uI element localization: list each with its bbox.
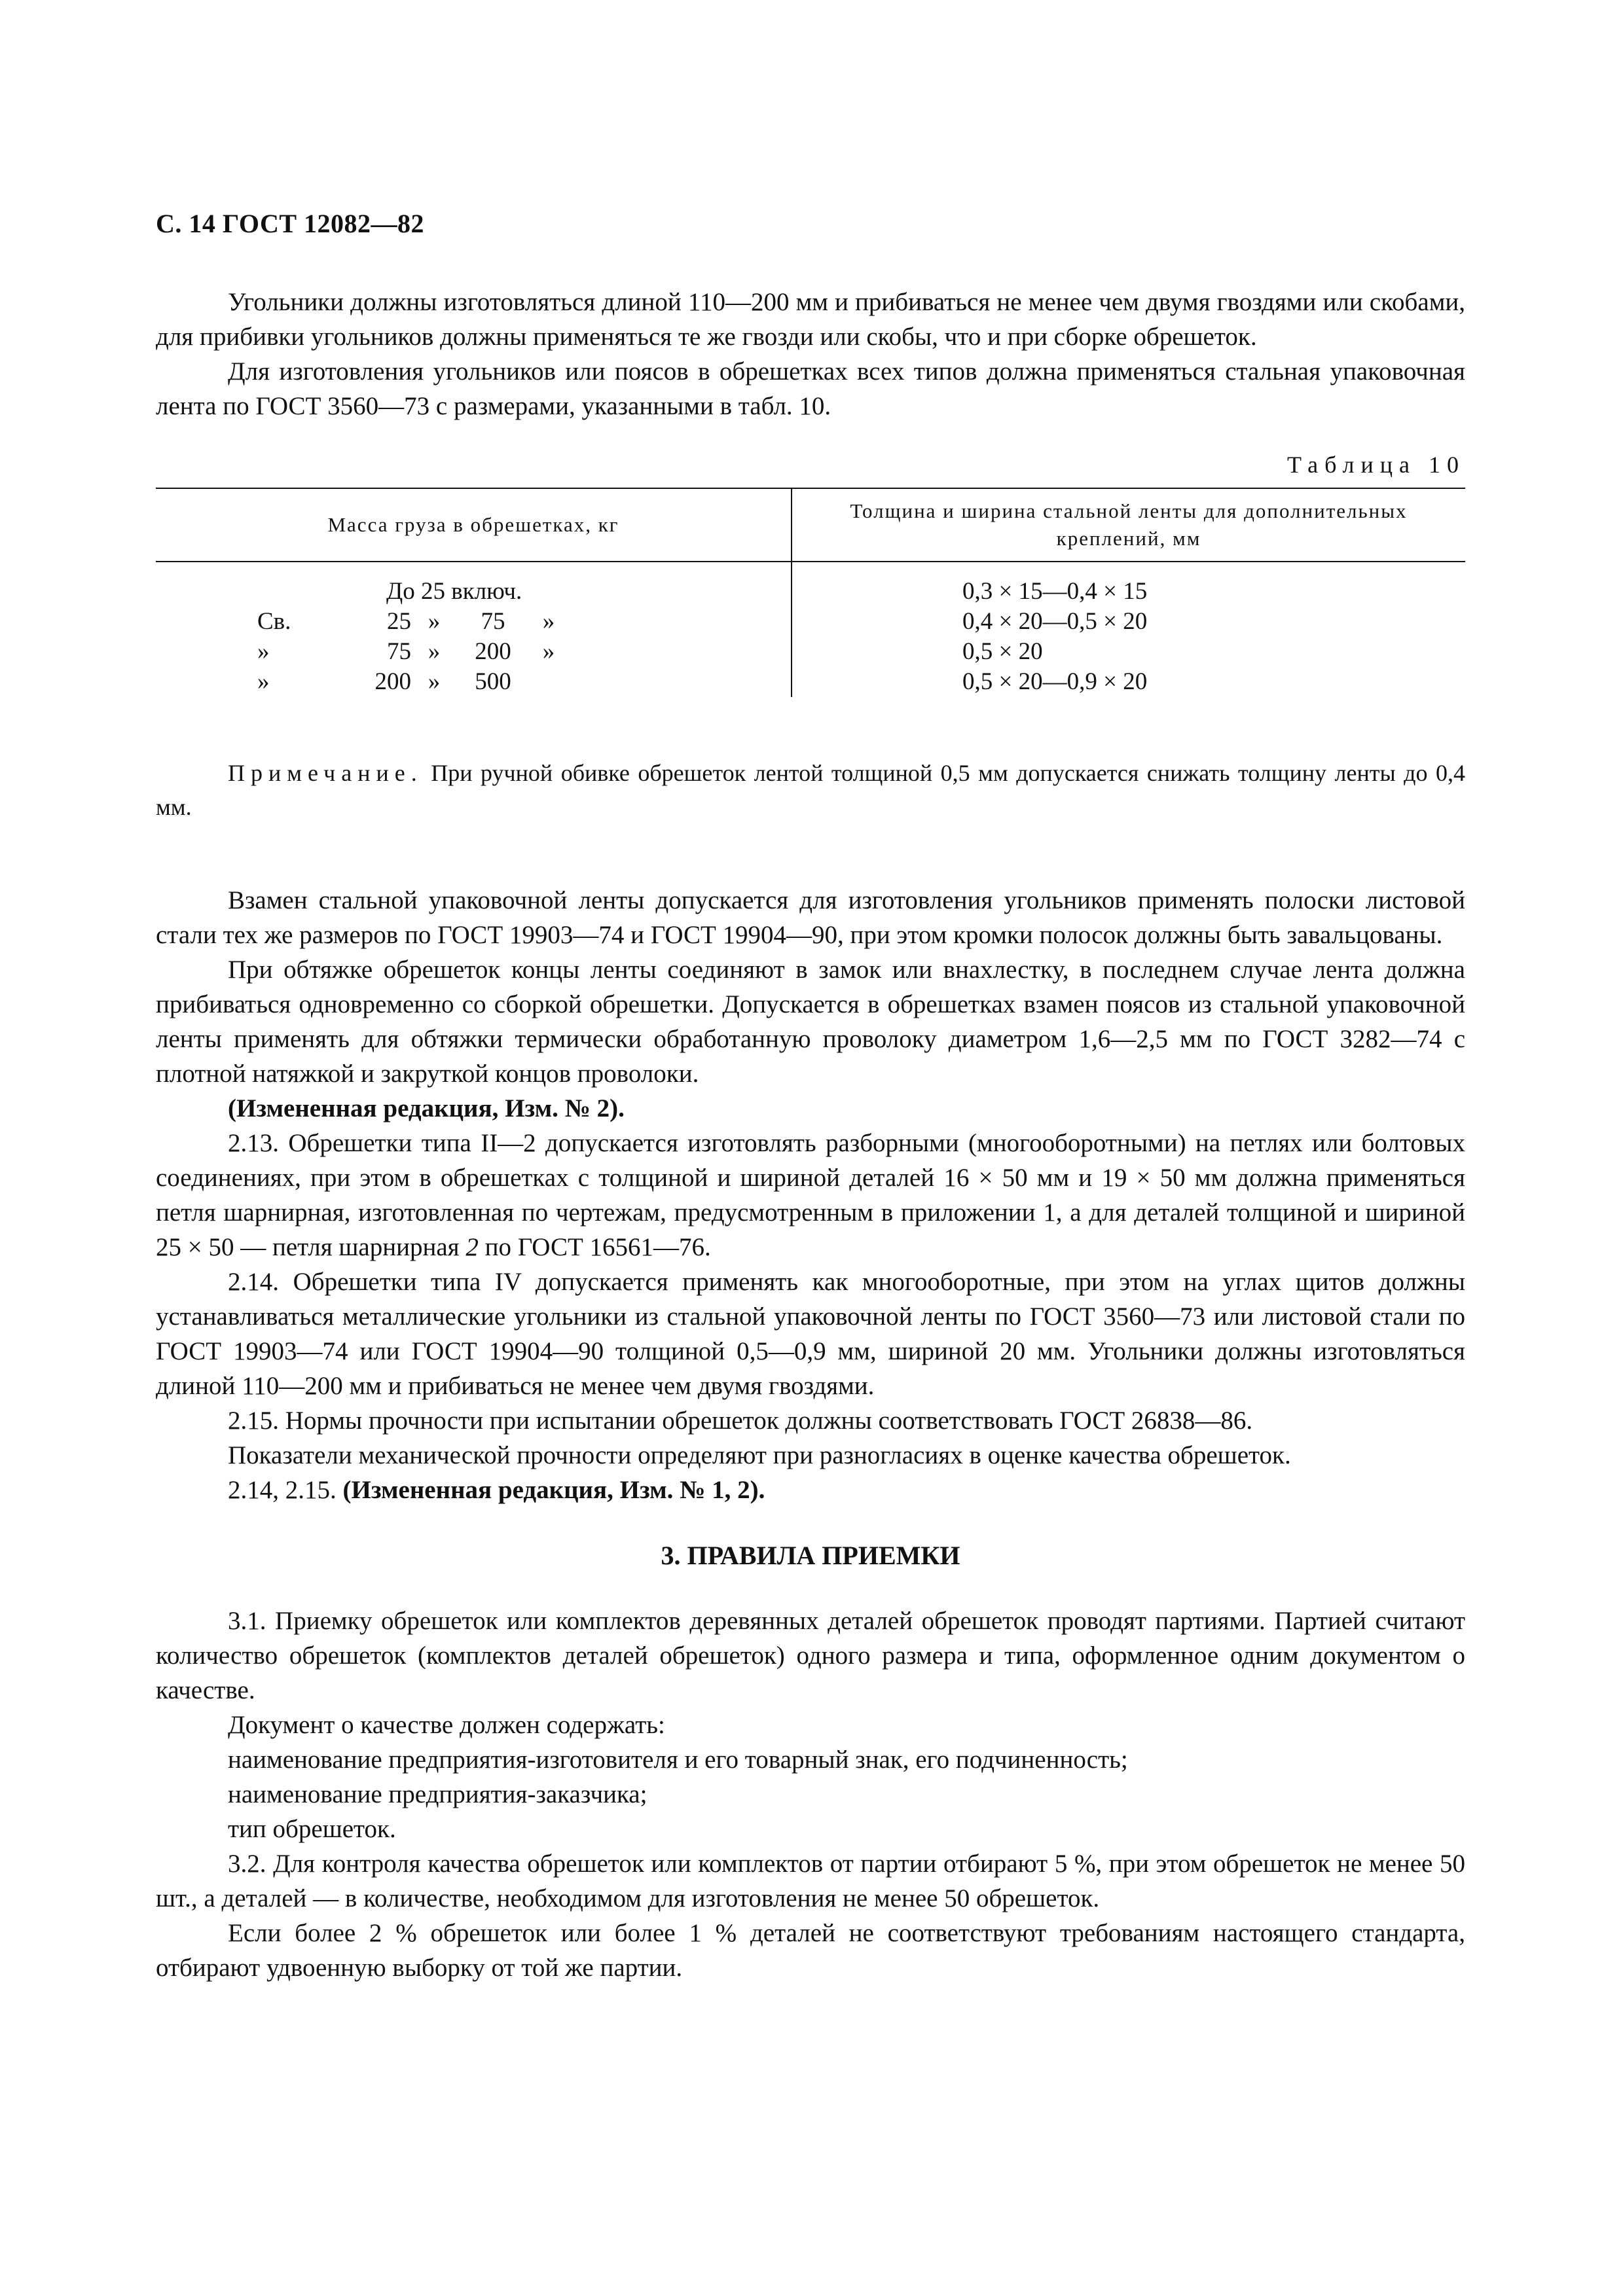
- paragraph-steel-tape: Для изготовления угольников или поясов в обрешетках всех типов должна применяться стальная упаковочная лента по ГОСТ 3560—73 с размерами, указанными в табл. 10.: [156, 357, 1465, 420]
- mass-row: [156, 607, 791, 637]
- list-item: наименование предприятия-заказчика;: [228, 1780, 647, 1808]
- note-text: При ручной обивке обрешеток лентой толщиной 0,5 мм допускается снижать толщину ленты до 0,4 мм.: [156, 760, 1466, 820]
- mass-prefix: »: [257, 638, 270, 665]
- mass-sep: »: [428, 608, 441, 635]
- mass-from: 200: [374, 668, 411, 695]
- clause-2-13-text: 2.13. Обрешетки типа II—2 допускается изготовлять разборными (многооборотными) на петлях или болтовых соединениях, при этом в обрешетках с толщиной и шириной деталей 16 × 50 мм и 19 × 50 мм должна применяться петля шарнирная, изготовленная по чертежам, предусмотренным в приложении 1, а для деталей толщиной и шириной 25 × 50 — петля шарнирная: [156, 1129, 1465, 1261]
- thickness-cell: 0,5 × 20—0,9 × 20: [962, 668, 1148, 695]
- mass-from: 75: [387, 638, 411, 665]
- paragraph-angles-length: Угольники должны изготовляться длиной 110—200 мм и прибиваться не менее чем двумя гвоздями или скобами, для прибивки угольников должны применяться те же гвозди или скобы, что и при сборке обрешеток.: [156, 288, 1465, 351]
- mass-from: 25: [387, 608, 411, 635]
- clause-3-3: Если более 2 % обрешеток или более 1 % деталей не соответствуют требованиям настоящего стандарта, отбирают удвоенную выборку от той же партии.: [156, 1919, 1465, 1982]
- mass-column: [156, 562, 792, 697]
- paragraph-tape-joining: При обтяжке обрешеток концы ленты соединяют в замок или внахлестку, в последнем случае лента должна прибиваться одновременно со сборкой обрешетки. Допускается в обрешетках взамен поясов из стальной упаковочной ленты применять для обтяжки термически обработанную проволоку диаметром 1,6—2,5 мм по ГОСТ 3282—74 с плотной натяжкой и закруткой концов проволоки.: [156, 956, 1465, 1088]
- amendment-text: (Измененная редакция, Изм. № 2).: [228, 1094, 625, 1122]
- mass-to: 200: [475, 638, 511, 665]
- thickness-row: [792, 607, 1465, 637]
- thickness-column: [792, 562, 1465, 697]
- clause-2-15-strength: Показатели механической прочности определяют при разногласиях в оценке качества обрешеток.: [228, 1441, 1291, 1469]
- table-row: [156, 562, 1465, 697]
- mass-unit: »: [542, 638, 555, 665]
- mass-sep: »: [428, 638, 441, 665]
- list-item: наименование предприятия-изготовителя и его товарный знак, его подчиненность;: [228, 1746, 1128, 1774]
- clause-3-1: 3.1. Приемку обрешеток или комплектов деревянных деталей обрешеток проводят партиями. Партией считают количество обрешеток (комплектов деталей обрешеток) одного размера и типа, оформленное одним документом о качестве.: [156, 1607, 1465, 1704]
- page-header: С. 14 ГОСТ 12082—82: [156, 209, 425, 238]
- paragraph-steel-strips: Взамен стальной упаковочной ленты допускается для изготовления угольников применять полоски листовой стали тех же размеров по ГОСТ 19903—74 и ГОСТ 19904—90, при этом кромки полосок должны быть завальцованы.: [156, 886, 1465, 949]
- mass-cell: До 25 включ.: [386, 578, 522, 605]
- amendment-note-2: [156, 1473, 1465, 1507]
- thickness-cell: 0,3 × 15—0,4 × 15: [962, 578, 1148, 605]
- clause-2-13-tail: по ГОСТ 16561—76.: [478, 1233, 711, 1261]
- table-caption: Таблица 10: [1287, 452, 1465, 478]
- table-10: [156, 488, 1465, 697]
- clause-2-13: [156, 1126, 1465, 1265]
- mass-sep: »: [428, 668, 441, 695]
- section-title: 3. ПРАВИЛА ПРИЕМКИ: [661, 1541, 960, 1570]
- mass-prefix: Св.: [257, 608, 291, 635]
- list-item: тип обрешеток.: [228, 1815, 396, 1843]
- clause-2-15: 2.15. Нормы прочности при испытании обрешеток должны соответствовать ГОСТ 26838—86.: [228, 1407, 1253, 1435]
- table-header-mass: Масса груза в обрешетках, кг: [156, 488, 792, 562]
- thickness-cell: 0,4 × 20—0,5 × 20: [962, 608, 1148, 635]
- mass-row: [156, 637, 791, 667]
- mass-to: 75: [481, 608, 505, 635]
- mass-row: [156, 577, 791, 607]
- note-label: Примечание.: [228, 760, 423, 786]
- document-page: [156, 208, 1465, 1985]
- clause-3-2: 3.2. Для контроля качества обрешеток или комплектов от партии отбирают 5 %, при этом обрешеток не менее 50 шт., а деталей — в количестве, необходимом для изготовления не менее 50 обрешеток.: [156, 1850, 1465, 1912]
- table-note: [156, 756, 1465, 824]
- table-header-thickness: Толщина и ширина стальной ленты для дополнительных креплений, мм: [792, 488, 1465, 562]
- mass-row: [156, 667, 791, 697]
- mass-unit: »: [542, 608, 555, 635]
- document-intro: Документ о качестве должен содержать:: [228, 1711, 665, 1739]
- mass-prefix: »: [257, 668, 270, 695]
- thickness-cell: 0,5 × 20: [962, 638, 1043, 665]
- clause-2-13-italic: 2: [465, 1233, 479, 1261]
- amendment-note: [156, 1091, 1465, 1126]
- amendment-text: (Измененная редакция, Изм. № 1, 2).: [342, 1476, 765, 1504]
- mass-to: 500: [475, 668, 511, 695]
- thickness-row: [792, 667, 1465, 697]
- mass-unit: [529, 667, 568, 697]
- clause-2-14: 2.14. Обрешетки типа IV допускается применять как многооборотные, при этом на углах щитов должны устанавливаться металлические угольники из стальной упаковочной ленты по ГОСТ 3560—73 или листовой стали по ГОСТ 19903—74 или ГОСТ 19904—90 толщиной 0,5—0,9 мм, шириной 20 мм. Угольники должны изготовляться длиной 110—200 мм и прибиваться не менее чем двумя гвоздями.: [156, 1268, 1465, 1400]
- thickness-row: [792, 577, 1465, 607]
- thickness-row: [792, 637, 1465, 667]
- amendment-prefix: 2.14, 2.15.: [228, 1476, 343, 1504]
